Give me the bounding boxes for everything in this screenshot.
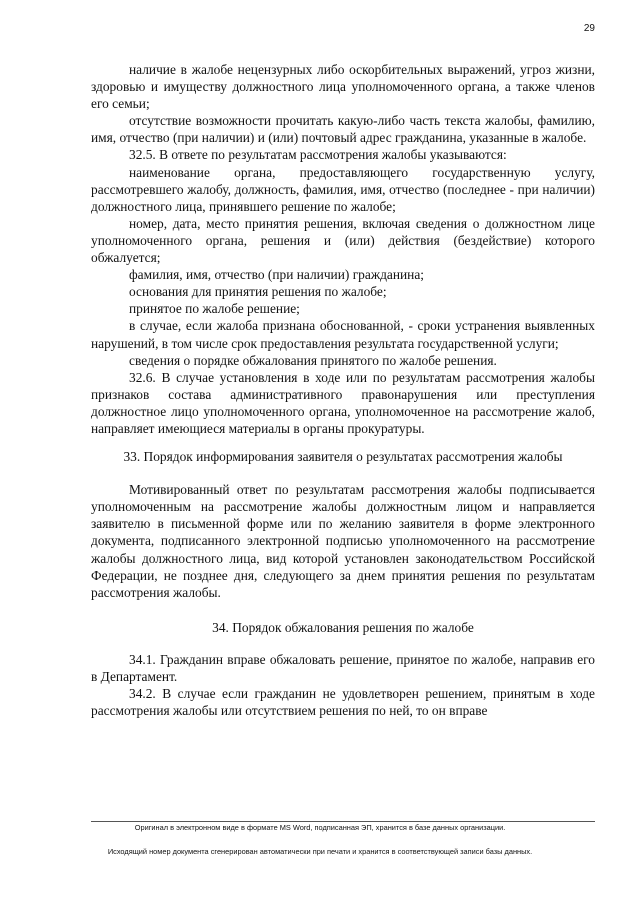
section-heading-33: 33. Порядок информирования заявителя о результатах рассмотрения жалобы: [123, 449, 563, 465]
paragraph: номер, дата, место принятия решения, включая сведения о должностном лице уполномоченного органа, решения и (или) действия (бездействие) которого обжалуется;: [91, 215, 595, 266]
paragraph: Мотивированный ответ по результатам рассмотрения жалобы подписывается уполномоченным на рассмотрение жалобы должностным лицом и направляется заявителю в письменной форме или по желанию заявителя в форме электронного документа, подписанного электронной подписью уполномоченного на рассмотрение жалобы должностного лица, вид которой установлен законодательством Российской Федерации, не позднее дня, следующего за днем принятия решения по результатам рассмотрения жалобы.: [91, 482, 595, 600]
document-body: [91, 61, 595, 719]
paragraph: в случае, если жалоба признана обоснованной, - сроки устранения выявленных нарушений, в том числе срок предоставления результата государственной услуги;: [91, 318, 595, 351]
section-heading-34: 34. Порядок обжалования решения по жалобе: [212, 619, 474, 635]
footer-note-original: Оригинал в электронном виде в формате MS Word, подписанная ЭП, хранится в базе данных организации.: [134, 823, 506, 832]
paragraph: 32.6. В случае установления в ходе или по результатам рассмотрения жалобы признаков состава административного правонарушения или преступления должностное лицо уполномоченного органа, уполномоченное на рассмотрение жалоб, направляет имеющиеся материалы в органы прокуратуры.: [91, 369, 595, 436]
paragraph: наличие в жалобе нецензурных либо оскорбительных выражений, угроз жизни, здоровью и имуществу должностного лица уполномоченного органа, а также членов его семьи;: [91, 62, 595, 112]
paragraph: основания для принятия решения по жалобе;: [129, 284, 387, 300]
footer-note-number: Исходящий номер документа сгенерирован автоматически при печати и хранится в соответствующей записи базы данных.: [107, 847, 533, 856]
paragraph: принятое по жалобе решение;: [129, 301, 300, 317]
paragraph: 34.1. Гражданин вправе обжаловать решение, принятое по жалобе, направив его в Департамент.: [91, 651, 595, 684]
paragraph: 32.5. В ответе по результатам рассмотрения жалобы указываются:: [129, 147, 507, 163]
paragraph: фамилия, имя, отчество (при наличии) гражданина;: [129, 267, 424, 283]
paragraph: 34.2. В случае если гражданин не удовлетворен решением, принятым в ходе рассмотрения жалобы или отсутствием решения по ней, то он вправе: [91, 686, 595, 719]
paragraph: отсутствие возможности прочитать какую-либо часть текста жалобы, фамилию, имя, отчество (при наличии) и (или) почтовый адрес гражданина, указанные в жалобе.: [91, 113, 595, 146]
footer-divider: [91, 821, 595, 822]
page-number: 29: [583, 23, 595, 34]
paragraph: сведения о порядке обжалования принятого по жалобе решения.: [129, 352, 497, 368]
paragraph: наименование органа, предоставляющего государственную услугу, рассмотревшего жалобу, должность, фамилия, имя, отчество (последнее - при наличии) должностного лица, принявшего решение по жалобе;: [91, 164, 595, 214]
